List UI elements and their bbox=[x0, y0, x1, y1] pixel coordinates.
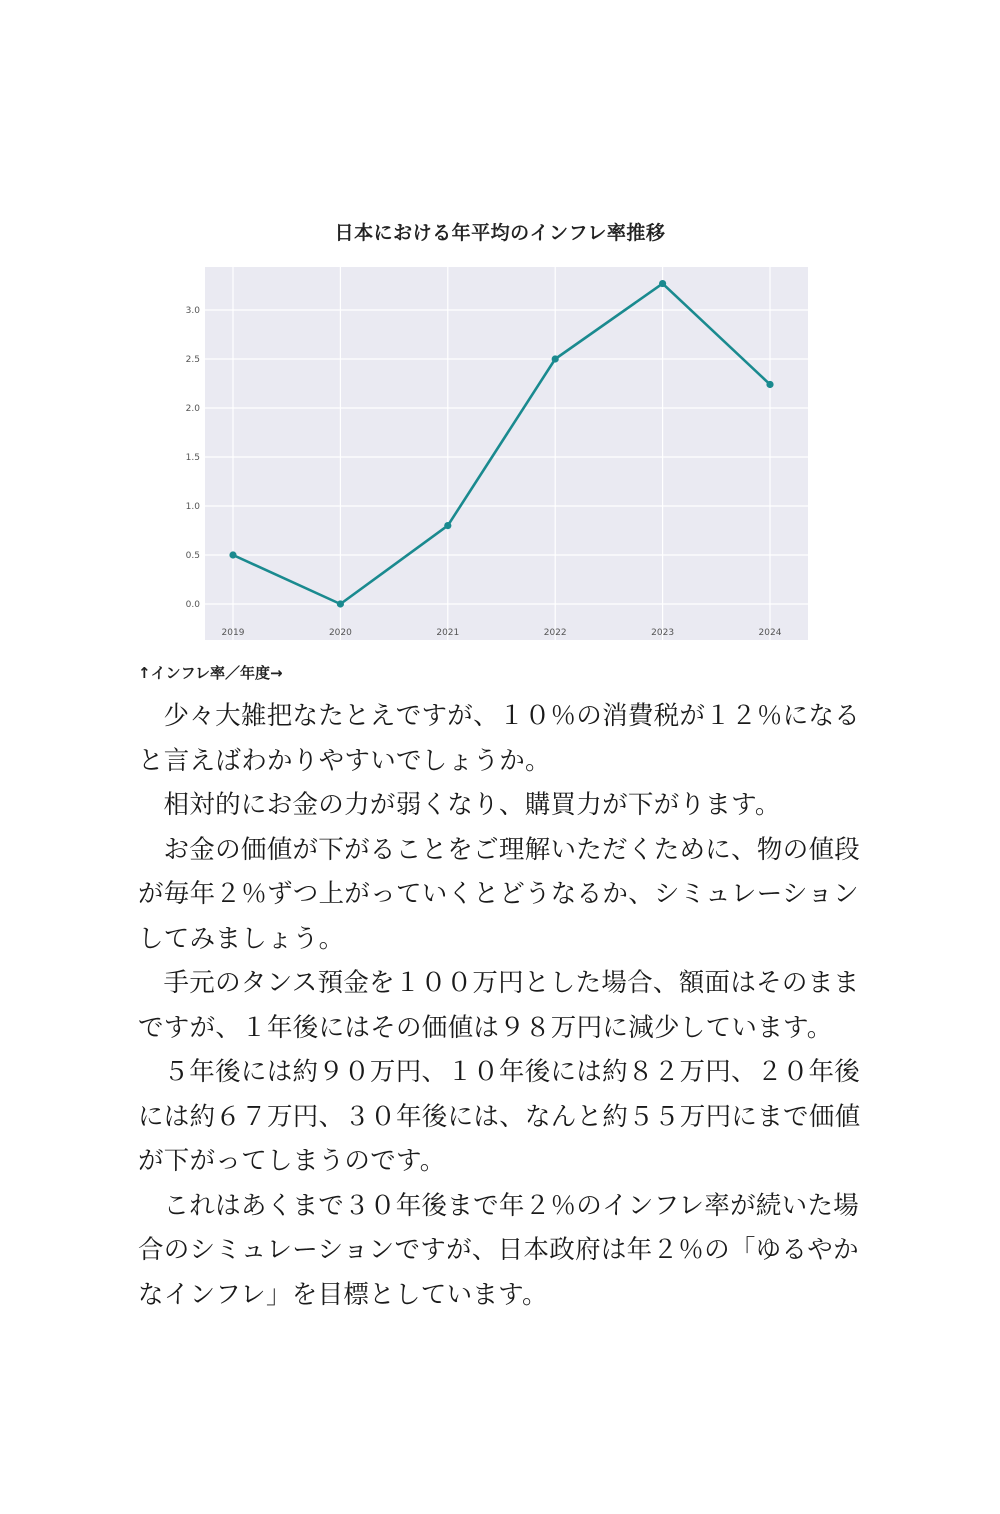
data-point bbox=[444, 522, 451, 529]
data-point bbox=[229, 551, 236, 558]
x-tick-label: 2022 bbox=[543, 628, 567, 638]
chart-canvas bbox=[160, 210, 840, 650]
y-tick-label: 0.0 bbox=[185, 600, 200, 610]
y-tick-label: 3.0 bbox=[185, 306, 200, 316]
paragraph-4: 手元のタンス預金を１００万円とした場合、額面はそのままですが、１年後にはその価値は９８万円に減少しています。 bbox=[138, 968, 860, 1043]
data-point bbox=[337, 600, 344, 607]
y-tick-label: 1.0 bbox=[185, 502, 200, 512]
data-point bbox=[659, 280, 666, 287]
chart-title: 日本における年平均のインフレ率推移 bbox=[334, 222, 666, 244]
chart-caption: ↑インフレ率／年度→ bbox=[138, 664, 283, 682]
y-tick-label: 2.0 bbox=[185, 404, 200, 414]
data-point bbox=[552, 355, 559, 362]
x-tick-label: 2023 bbox=[651, 628, 675, 638]
x-tick-label: 2020 bbox=[328, 628, 352, 638]
paragraph-2: 相対的にお金の力が弱くなり、購買力が下がります。 bbox=[163, 790, 781, 820]
data-point bbox=[766, 381, 773, 388]
inflation-chart bbox=[160, 210, 840, 650]
y-tick-label: 0.5 bbox=[185, 551, 200, 561]
paragraph-1: 少々大雑把なたとえですが、１０％の消費税が１２％になると言えばわかりやすいでしょうか。 bbox=[138, 701, 861, 776]
x-tick-label: 2019 bbox=[221, 628, 245, 638]
y-tick-label: 2.5 bbox=[185, 355, 200, 365]
paragraph-3: お金の価値が下がることをご理解いただくために、物の値段が毎年２％ずつ上がっていくとどうなるか、シミュレーションしてみましょう。 bbox=[138, 834, 861, 954]
body-text bbox=[138, 694, 868, 1317]
paragraph-5: ５年後には約９０万円、１０年後には約８２万円、２０年後には約６７万円、３０年後には、なんと約５５万円にまで価値が下がってしまうのです。 bbox=[138, 1057, 861, 1176]
x-tick-label: 2024 bbox=[758, 628, 782, 638]
x-tick-label: 2021 bbox=[436, 628, 460, 638]
y-tick-label: 1.5 bbox=[185, 453, 200, 463]
paragraph-6: これはあくまで３０年後まで年２％のインフレ率が続いた場合のシミュレーションですが、日本政府は年２％の「ゆるやかなインフレ」を目標としています。 bbox=[138, 1190, 860, 1310]
